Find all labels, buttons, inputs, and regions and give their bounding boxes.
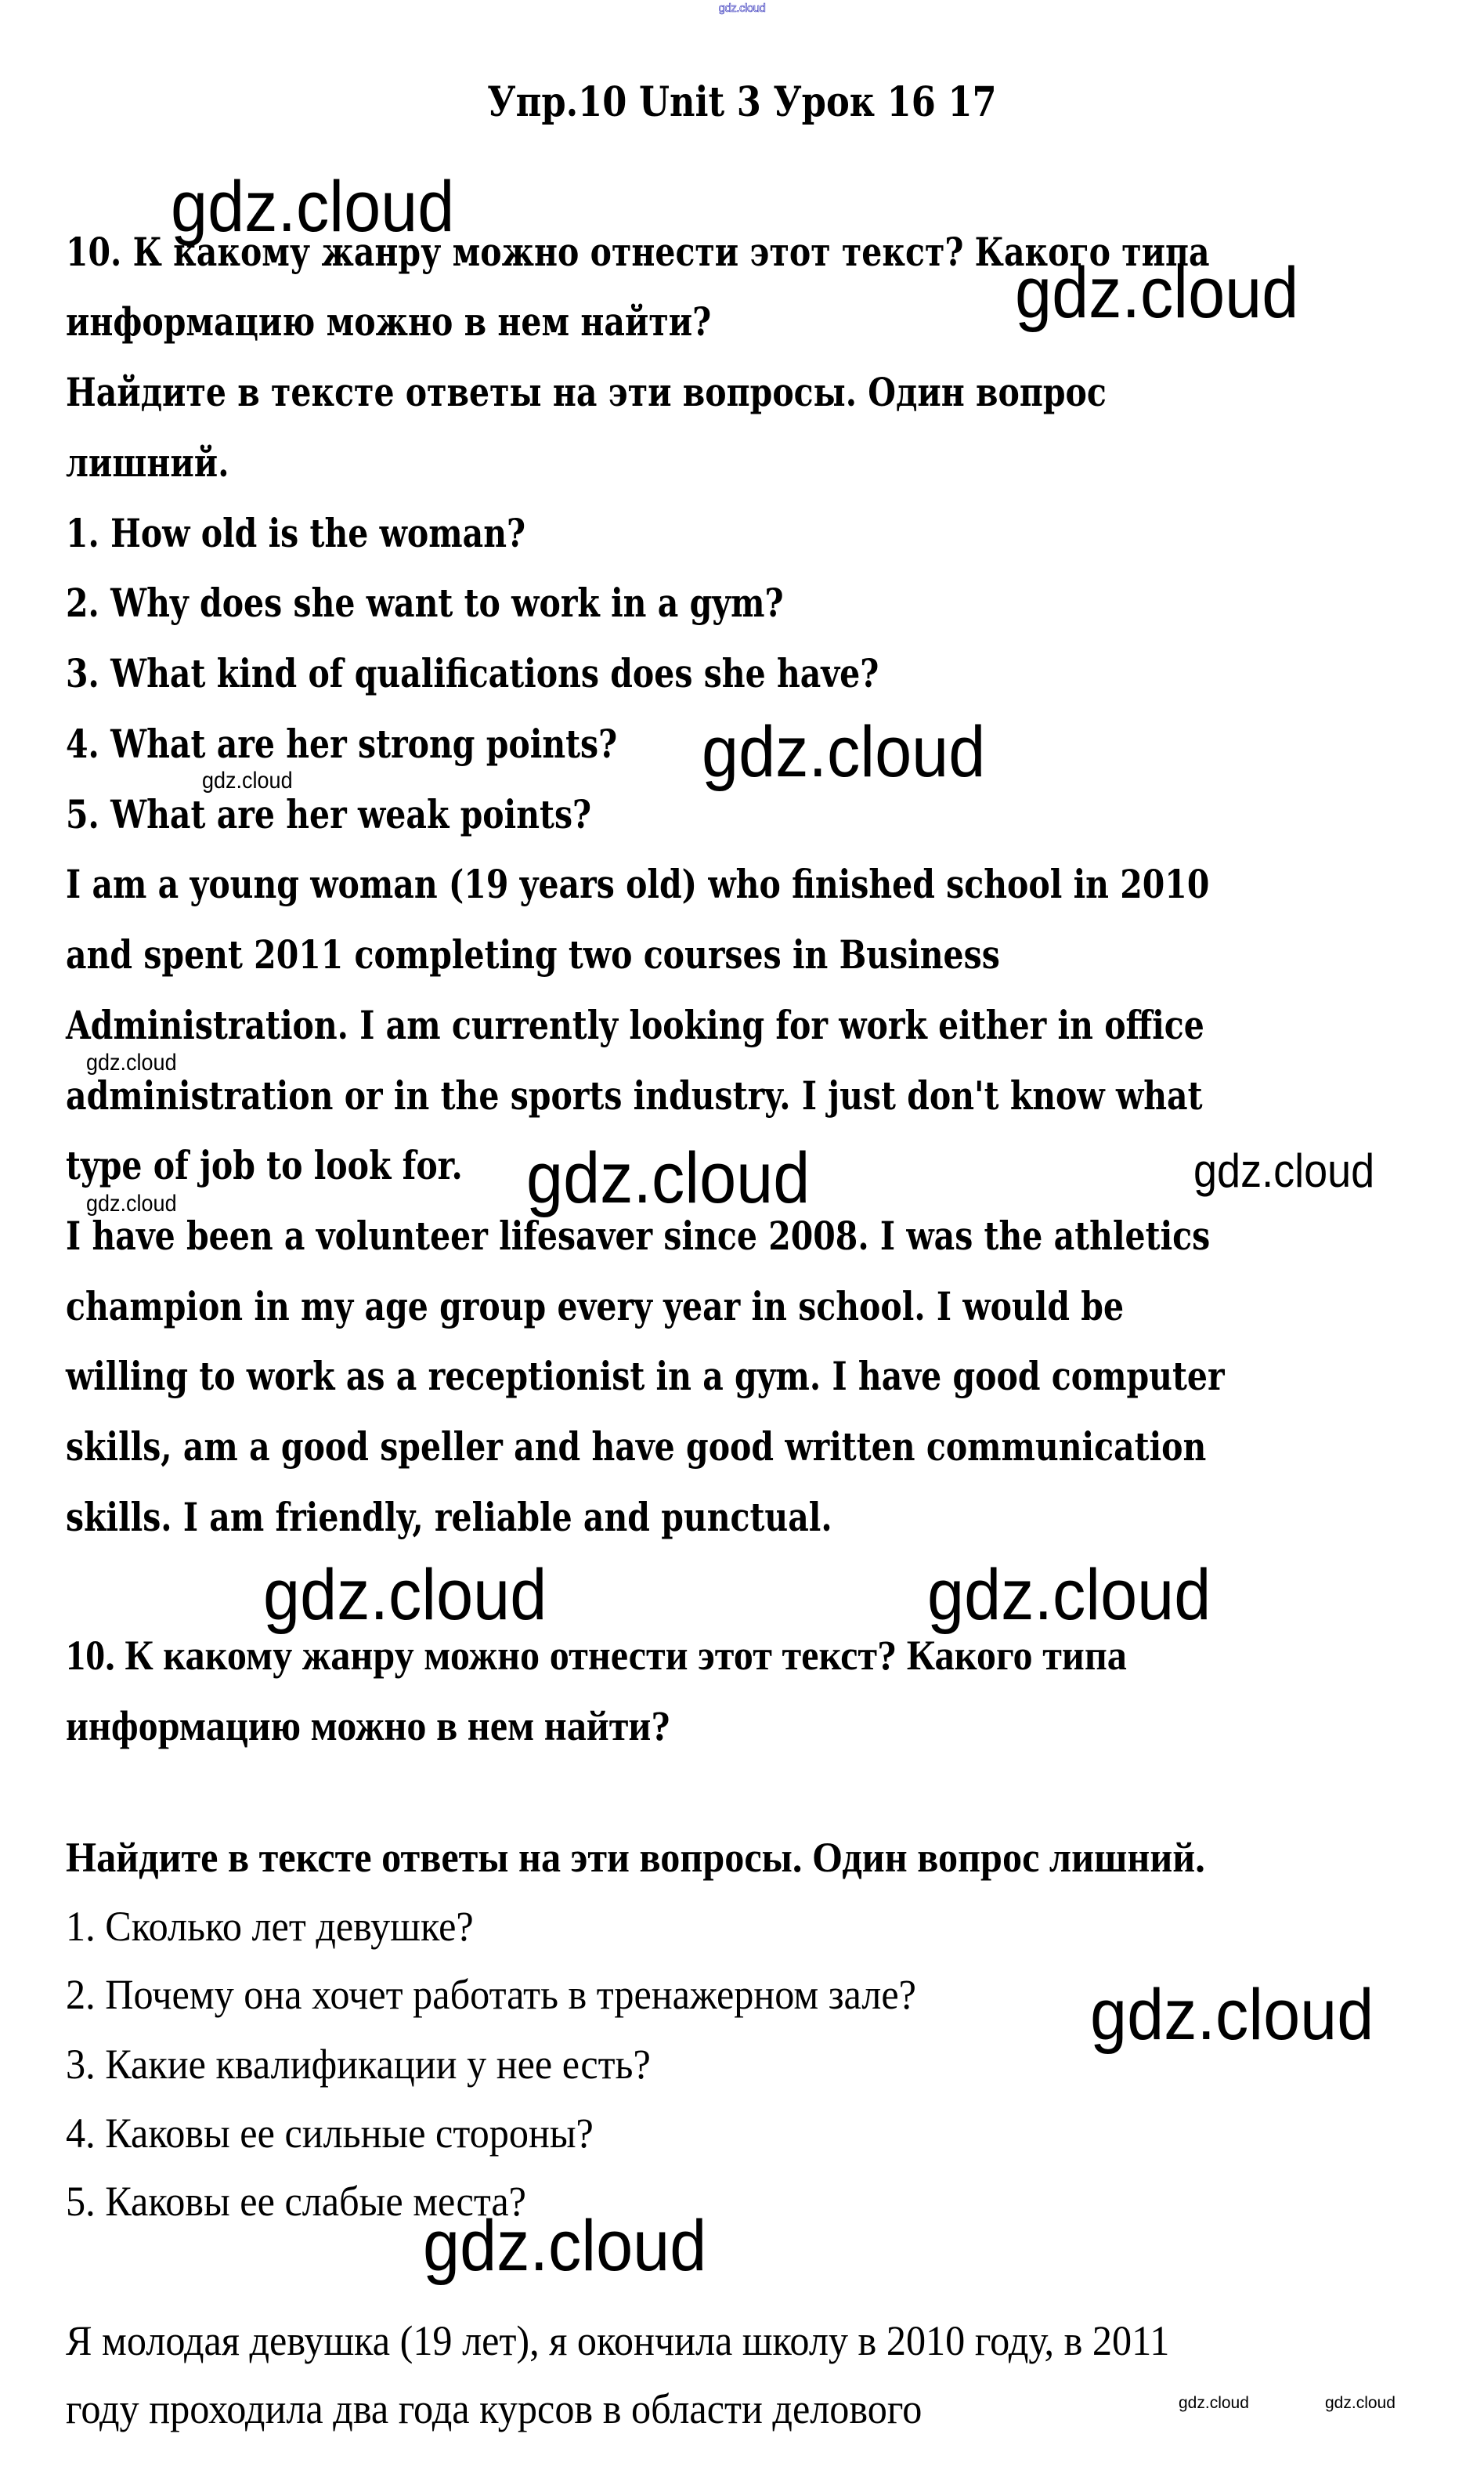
text-line: Administration. I am currently looking for work either in office <box>66 1002 1204 1048</box>
watermark: gdz.cloud <box>702 712 986 792</box>
instruction-ru: Найдите в тексте ответы на эти вопросы. Один вопрос лишний. <box>66 1834 1205 1881</box>
watermark: gdz.cloud <box>171 167 455 247</box>
text-line: I am a young woman (19 years old) who finished school in 2010 <box>66 861 1210 907</box>
question-item-ru: 2. Почему она хочет работать в тренажерном зале? <box>66 1971 916 2018</box>
text-line: skills, am a good speller and have good written communication <box>66 1423 1207 1470</box>
question-item-ru: 3. Какие квалификации у нее есть? <box>66 2041 651 2088</box>
question-item: 1. How old is the woman? <box>66 510 526 556</box>
task-line-ru: 10. К какому жанру можно отнести этот текст? Какого типа <box>66 1632 1127 1679</box>
watermark: gdz.cloud <box>263 1555 547 1635</box>
text-line: champion in my age group every year in school. I would be <box>66 1283 1125 1329</box>
task-line-ru: информацию можно в нем найти? <box>66 1702 671 1749</box>
watermark: gdz.cloud <box>1325 2394 1396 2412</box>
text-line-ru: Я молодая девушка (19 лет), я окончила школу в 2010 году, в 2011 <box>66 2317 1170 2364</box>
question-item-ru: 1. Сколько лет девушке? <box>66 1903 474 1950</box>
task-line: информацию можно в нем найти? <box>66 298 712 345</box>
question-item-ru: 5. Каковы ее слабые места? <box>66 2178 526 2225</box>
question-item: 4. What are her strong points? <box>66 721 618 767</box>
text-line: administration or in the sports industry. I just don't know what <box>66 1072 1203 1119</box>
page-title: Упр.10 Unit 3 Урок 16 17 <box>487 78 997 126</box>
watermark: gdz.cloud <box>86 1191 177 1217</box>
text-line: and spent 2011 completing two courses in Business <box>66 931 1000 978</box>
watermark: gdz.cloud <box>1193 1145 1375 1197</box>
watermark: gdz.cloud <box>202 768 293 794</box>
watermark: gdz.cloud <box>1179 2394 1249 2412</box>
watermark: gdz.cloud <box>927 1555 1211 1635</box>
task-line: лишний. <box>66 439 229 486</box>
text-line: I have been a volunteer lifesaver since 2008. I was the athletics <box>66 1213 1211 1259</box>
watermark: gdz.cloud <box>86 1050 177 1076</box>
text-line: willing to work as a receptionist in a gym. I have good computer <box>66 1353 1225 1399</box>
text-line: skills. I am friendly, reliable and punctual. <box>66 1494 832 1540</box>
watermark: gdz.cloud <box>1090 1975 1374 2055</box>
watermark: gdz.cloud <box>423 2206 707 2286</box>
watermark: gdz.cloud <box>1015 253 1299 333</box>
watermark: gdz.cloud <box>526 1138 811 1218</box>
question-item: 2. Why does she want to work in a gym? <box>66 580 784 626</box>
site-watermark-top: gdz.cloud <box>718 2 766 15</box>
question-item-ru: 4. Каковы ее сильные стороны? <box>66 2110 594 2157</box>
text-line: type of job to look for. <box>66 1142 463 1188</box>
question-item: 3. What kind of qualifications does she have? <box>66 650 879 696</box>
text-line-ru: году проходила два года курсов в области делового <box>66 2385 923 2432</box>
task-line: Найдите в тексте ответы на эти вопросы. Один вопрос <box>66 369 1107 415</box>
task-line: 10. К какому жанру можно отнести этот текст? Какого типа <box>66 229 1210 275</box>
question-item: 5. What are her weak points? <box>66 791 592 837</box>
